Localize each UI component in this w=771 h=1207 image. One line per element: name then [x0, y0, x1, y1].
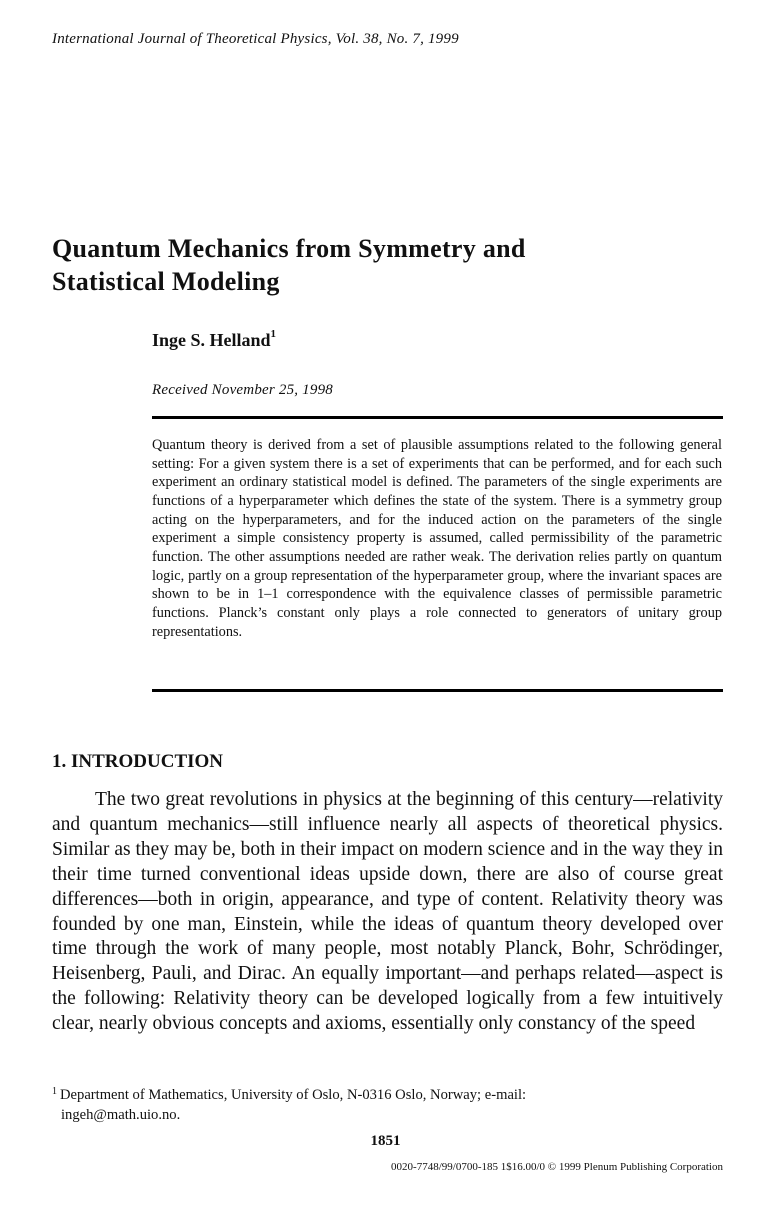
footnote-email: ingeh@math.uio.no. — [61, 1107, 181, 1123]
author — [152, 330, 276, 351]
page-number: 1851 — [370, 1133, 401, 1149]
section-heading: 1. INTRODUCTION — [52, 751, 224, 772]
intro-paragraph: The two great revolutions in physics at the beginning of this century—relativity and quantum mechanics—still influence nearly all aspects of theoretical physics. Similar as they may be, both in their impact on modern science and in the way they in their time turned conventional ideas upside down, there are also of course great differences—both in origin, appearance, and type of content. Relativity theory was founded by one man, Einstein, while the ideas of quantum theory developed over time through the work of many people, most notably Planck, Bohr, Schrödinger, Heisenberg, Pauli, and Dirac. An equally important—and perhaps related—aspect is the following: Relativity theory can be developed logically from a few intuitively clear, nearly obvious concepts and axioms, essentially only constancy of the speed — [52, 789, 723, 1035]
author-name: Inge S. Helland — [152, 330, 271, 350]
abstract: Quantum theory is derived from a set of plausible assumptions related to the following general setting: For a given system there is a set of experiments that can be performed, and for each such experiment an ordinary statistical model is defined. The parameters of the single experiments are functions of a hyperparameter which defines the state of the system. There is a symmetry group acting on the hyperparameters, and for the induced action on the parameters of the single experiment a simple consistency property is assumed, called permissibility of the parametric function. The other assumptions needed are rather weak. The derivation relies partly on quantum logic, partly on a group representation of the hyperparameter group, where the invariant spaces are shown to be in 1–1 correspondence with the equivalence classes of permissible parametric functions. Planck’s constant only plays a role connected to generators of unitary group representations. — [152, 437, 722, 640]
title-line-2: Statistical Modeling — [52, 267, 280, 296]
title-line-1: Quantum Mechanics from Symmetry and — [52, 234, 526, 263]
footnote — [52, 1086, 723, 1125]
paper-title — [52, 232, 692, 298]
abstract-top-rule — [152, 416, 723, 419]
journal-citation: International Journal of Theoretical Physics, Vol. 38, No. 7, 1999 — [52, 31, 459, 47]
footnote-text: Department of Mathematics, University of Oslo, N-0316 Oslo, Norway; e-mail: — [60, 1087, 527, 1103]
copyright-line: 0020-7748/99/0700-185 1$16.00/0 © 1999 Plenum Publishing Corporation — [391, 1161, 723, 1173]
footnote-line-1 — [52, 1086, 723, 1106]
abstract-bottom-rule — [152, 689, 723, 692]
author-footnote-mark: 1 — [270, 328, 277, 340]
received-date: Received November 25, 1998 — [152, 382, 333, 398]
footnote-mark: 1 — [52, 1086, 57, 1097]
body-text — [52, 788, 723, 1037]
